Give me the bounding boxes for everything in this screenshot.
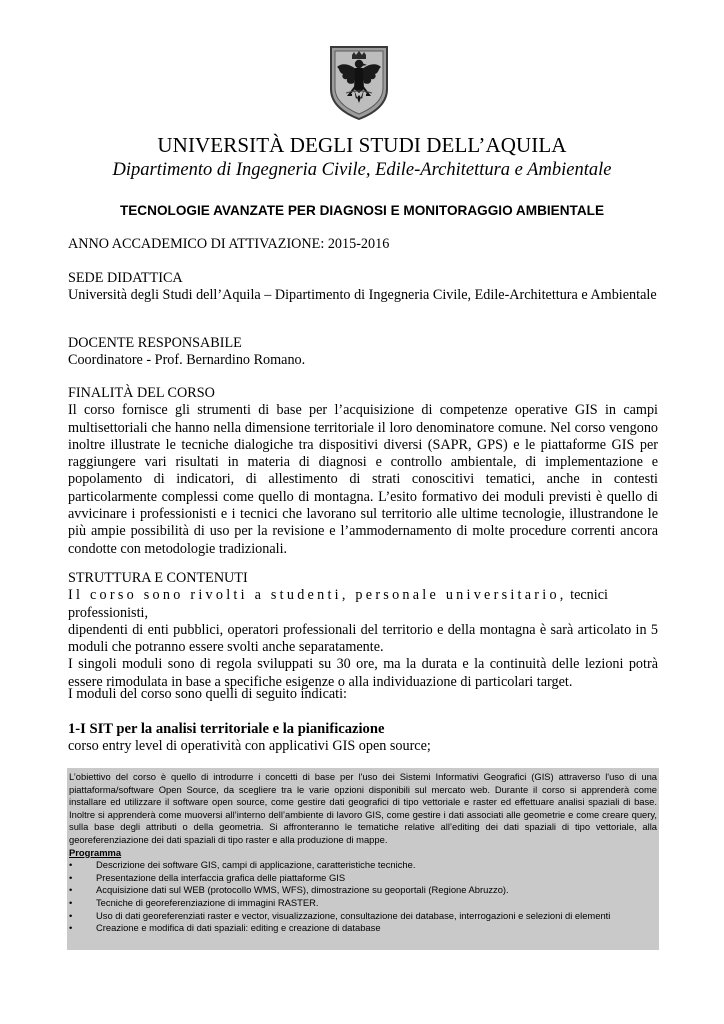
list-item-text: Creazione e modifica di dati spaziali: editing e creazione di database xyxy=(96,922,381,934)
module-1-header xyxy=(68,721,658,756)
bullet: • xyxy=(69,909,73,921)
section-sede xyxy=(68,270,658,305)
section-heading: DOCENTE RESPONSABILE xyxy=(68,335,242,351)
list-item-text: Descrizione dei software GIS, campi di applicazione, caratteristiche tecniche. xyxy=(96,859,416,871)
spaced-text: Il corso sono rivolti a studenti, personale universitario, xyxy=(68,587,567,604)
department-name: Dipartimento di Ingegneria Civile, Edile-Architettura e Ambientale xyxy=(112,160,612,180)
section-docente xyxy=(68,335,658,370)
section-text: dipendenti di enti pubblici, operatori professionali del territorio e della montagna è sarà articolato in 5 moduli che potranno essere svolti anche separatamente. xyxy=(68,621,658,656)
list-item-text: Uso di dati georeferenziati raster e vector, visualizzazione, consultazione dei database, interrogazioni e selezioni di elementi xyxy=(96,909,611,921)
list-item xyxy=(69,910,657,923)
section-text: Università degli Studi dell’Aquila – Dipartimento di Ingegneria Civile, Edile-Architettura e Ambientale xyxy=(68,287,657,304)
spaced-text-tail: tecnici professionisti, xyxy=(68,587,608,621)
programma-list xyxy=(69,859,657,935)
module-description: L’obiettivo del corso è quello di introdurre i concetti di base per l'uso dei Sistemi Informativi Geografici (GIS) attraverso l'uso di una piattaforma/software Open Source, da scegliere tra le varie opzioni disponibili sul mercato web. Durante il corso si apprenderà come installare ed utilizzare il software open source, come gestire dati geografici di tipo vettoriale e raster ed effettuare analisi spaziali di base. Inoltre si apprenderà come muoversi all’interno dell’ambiente di lavoro GIS, come gestire i dati associati alle geometrie e come creare query, sulla base degli attributi o della geometria. Si affronteranno le tematiche relative all’editing dei dati spaziali di tipo vettoriale, alla georeferenziazione dei dati spaziali di tipo raster e alla produzione di mappe. xyxy=(69,771,657,845)
list-item-text: Tecniche di georeferenziazione di immagini RASTER. xyxy=(96,896,319,908)
section-text: Coordinatore - Prof. Bernardino Romano. xyxy=(68,352,306,369)
section-text-2: I singoli moduli sono di regola sviluppati su 30 ore, ma la durata e la continuità delle lezioni potrà essere rimodulata in base a specifiche esigenze o alla individuazione di particolari target. xyxy=(68,656,658,690)
list-item-text: Acquisizione dati sul WEB (protocollo WMS, WFS), dimostrazione su geoportali (Regione Abruzzo). xyxy=(96,884,509,896)
university-name: UNIVERSITÀ DEGLI STUDI DELL’AQUILA xyxy=(157,133,567,157)
bullet: • xyxy=(69,922,73,934)
bullet: • xyxy=(69,884,73,896)
bullet: • xyxy=(69,871,73,883)
module-1-description-box xyxy=(67,768,659,950)
list-item xyxy=(69,872,657,885)
section-finalita xyxy=(68,385,658,558)
list-item xyxy=(69,884,657,897)
academic-year: ANNO ACCADEMICO DI ATTIVAZIONE: 2015-2016 xyxy=(68,236,390,252)
modules-intro: I moduli del corso sono quelli di seguito indicati: xyxy=(68,686,347,702)
list-item xyxy=(69,922,657,935)
module-subtitle: corso entry level di operatività con applicativi GIS open source; xyxy=(68,738,431,755)
struttura-first-line xyxy=(68,587,658,622)
bullet: • xyxy=(69,896,73,908)
list-item xyxy=(69,897,657,910)
section-heading: SEDE DIDATTICA xyxy=(68,270,183,286)
programma-label: Programma xyxy=(69,846,122,858)
list-item-text: Presentazione della interfaccia grafica delle piattaforme GIS xyxy=(96,871,346,883)
list-item xyxy=(69,859,657,872)
section-text: Il corso fornisce gli strumenti di base per l’acquisizione di competenze operative GIS in campi multisettoriali che hanno nella dimensione territoriale il loro denominatore comune. Nel corso vengono inoltre illustrate le tecniche dialogiche tra dispositivi diversi (SAPR, GPS) e le piattaforme GIS per raggiungere vari risultati in materia di diagnosi e controllo ambientale, di implementazione e popolamento di indicatori, di allestimento di strati conoscitivi tematici, anche in contesti particolarmente complessi come quello di montagna. L’esito formativo dei moduli previsti è quello di avvicinare i professionisti e i tecnici che lavorano sul territorio alle ultime tecnologie, illustrandone le più ampie possibilità di uso per la revisione e l’ammodernamento di molte procedure correnti ancora condotte con metodologie tradizionali. xyxy=(68,402,658,557)
bullet: • xyxy=(69,859,73,871)
section-heading: FINALITÀ DEL CORSO xyxy=(68,385,215,401)
course-title: TECNOLOGIE AVANZATE PER DIAGNOSI E MONITORAGGIO AMBIENTALE xyxy=(119,203,605,218)
module-title: 1-I SIT per la analisi territoriale e la pianificazione xyxy=(68,721,385,737)
section-struttura xyxy=(68,570,658,691)
university-eagle-crest-icon xyxy=(326,43,392,121)
section-heading: STRUTTURA E CONTENUTI xyxy=(68,570,248,586)
